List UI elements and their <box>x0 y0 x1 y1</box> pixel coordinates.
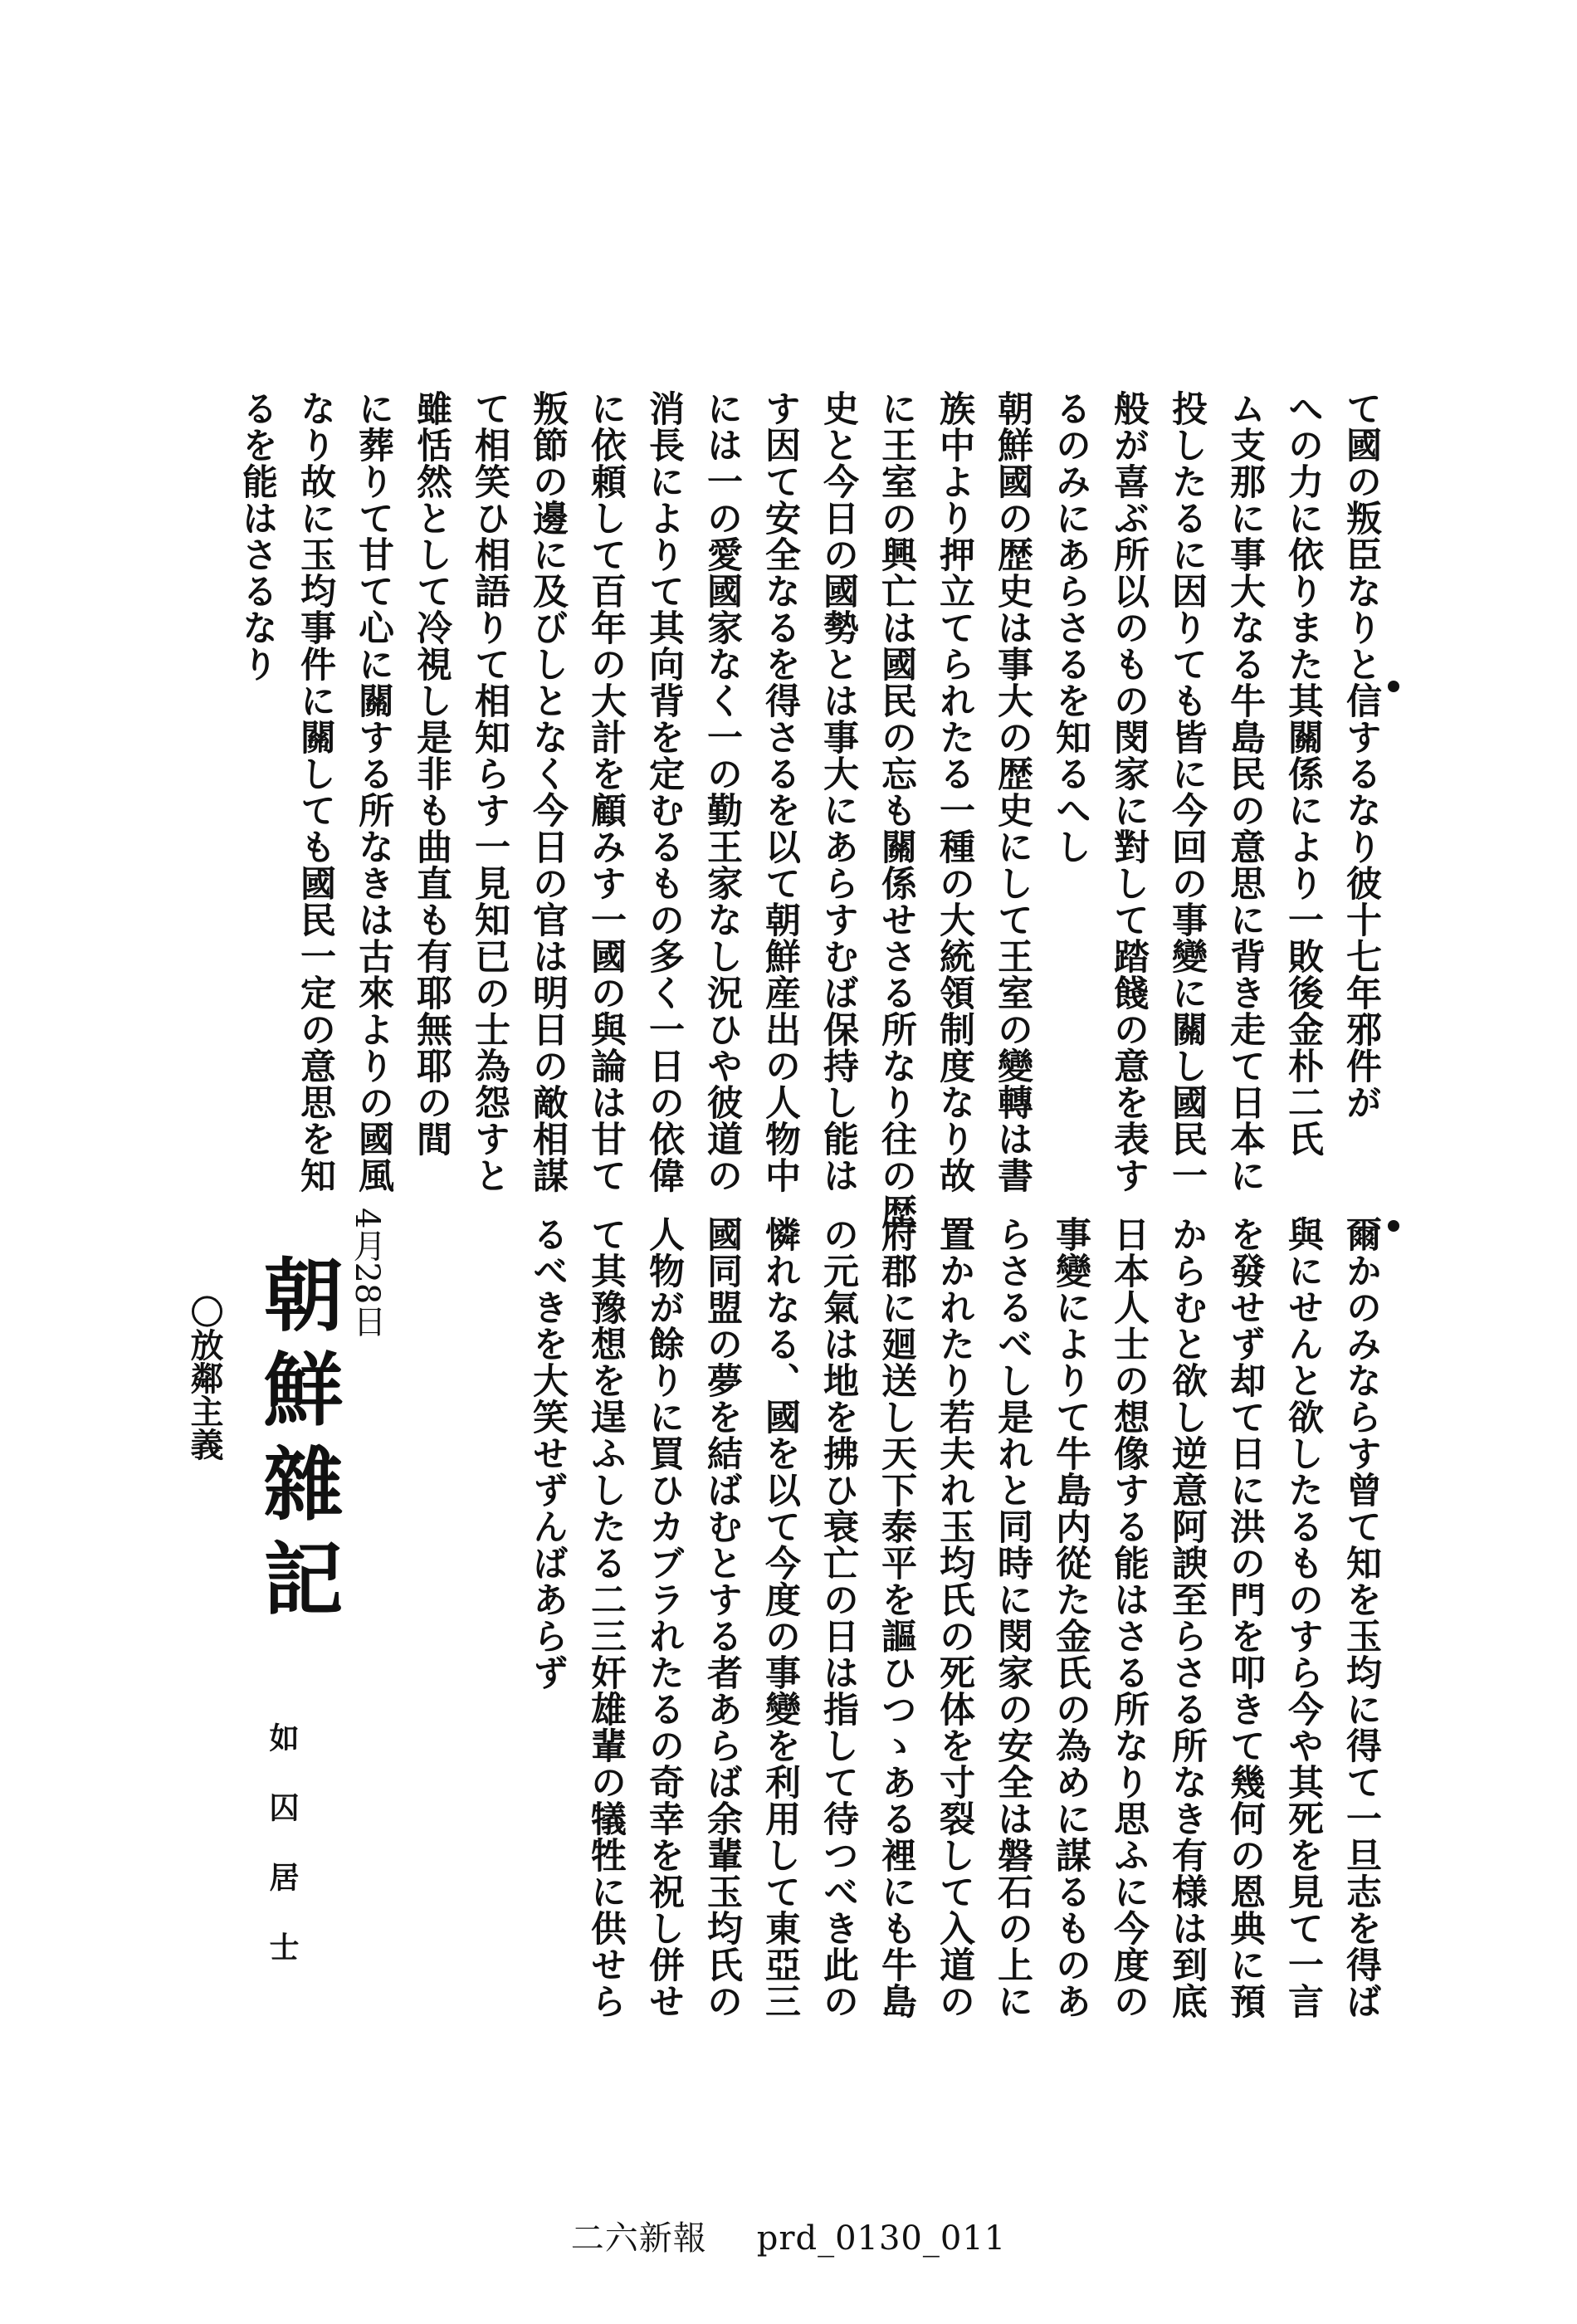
upper-column: るのみにあらさるを知るへし <box>1050 390 1091 865</box>
upper-column: 族中より押立てられたる一種の大統領制度なり故 <box>934 390 975 1194</box>
upper-column: 般が喜ぶ所以のもの閔家に對して踏餞の意を表す <box>1108 390 1150 1194</box>
lower-column: からむと欲し逆意阿諛至らさる所なき有様は到底 <box>1166 1216 1208 2019</box>
lower-column: を發せず却て日に洪の門を叩きて幾何の恩典に預 <box>1224 1216 1266 2019</box>
lower-column: 憐れなる、國を以て今度の事變を利用して東亞三 <box>759 1216 801 2019</box>
upper-column: 雖恬然として冷視し是非も曲直も有耶無耶の間 <box>411 390 452 1157</box>
upper-column: なり故に玉均事件に關しても國民一定の意思を知 <box>295 390 336 1194</box>
lower-column: の元氣は地を拂ひ衰亡の日は指して待つべき此の <box>818 1216 859 2019</box>
upper-column: 史と今日の國勢とは事大にあらすむば保持し能は <box>818 390 859 1194</box>
upper-column: す因て安全なるを得さるを以て朝鮮産出の人物中 <box>759 390 801 1194</box>
upper-column: には一の愛國家なく一の勤王家なし況ひや彼道の <box>701 390 743 1194</box>
upper-column: て相笑ひ相語りて相知らす一見知已の士為怨すと <box>469 390 510 1194</box>
upper-column: への力に依りまた其關係により一敗後金朴二氏 <box>1282 390 1324 1157</box>
lower-column: て其豫想を逞ふしたる二三奸雄輩の犠牲に供せら <box>585 1216 627 2019</box>
page-footer <box>0 2212 1577 2259</box>
upper-column: に王室の興亡は國民の忘も關係せさる所なり往の歴 <box>876 390 917 1230</box>
lower-column: 日本人士の想像する能はさる所なり思ふに今度の <box>1108 1216 1150 2019</box>
lower-column: らさるべし是れと同時に閔家の安全は磐石の上に <box>992 1216 1033 2019</box>
lower-column: るべきを大笑せずんばあらず <box>527 1216 569 1691</box>
lower-column: 事變によりて牛島内從た金氏の為めに謀るものあ <box>1050 1216 1091 2019</box>
lower-column: 與にせんと欲したるものすら今や其死を見て一言 <box>1282 1216 1324 2019</box>
upper-column: 投したるに因りても皆に今回の事變に關し國民一 <box>1166 390 1208 1194</box>
lower-column: 爾かのみならす曾て知を玉均に得て一旦志を得ば <box>1340 1216 1382 2019</box>
lower-column: 人物が餘りに買ひカブラれたるの奇幸を祝し併せ <box>643 1216 685 2019</box>
section-heading: 〇放鄰主義 <box>185 1295 224 1461</box>
article-date: 4月28日 <box>348 1208 386 1338</box>
upper-column: ム支那に事大なる牛島民の意思に背き走て日本に <box>1224 390 1266 1194</box>
upper-column: 叛節の邊に及びしとなく今日の官は明日の敵相謀 <box>527 390 569 1194</box>
print-mark <box>1388 1220 1399 1232</box>
upper-column: 朝鮮國の歴史は事大の歴史にして王室の變轉は書 <box>992 390 1033 1194</box>
document-id: prd_0130_011 <box>756 2219 1007 2258</box>
lower-column: 置かれたり若夫れ玉均氏の死体を寸裂して入道の <box>934 1216 975 2019</box>
publication-name: 二六新報 <box>570 2219 707 2258</box>
lower-column: 府郡に廻送し天下泰平を謳ひつゝある裡にも牛島 <box>876 1216 917 2019</box>
upper-column: に依頼して百年の大計を顧みす一國の與論は甘て <box>585 390 627 1194</box>
lower-column: 國同盟の夢を結ばむとする者あらば余輩玉均氏の <box>701 1216 743 2019</box>
article-title: 朝鮮雜記 <box>251 1253 344 1632</box>
print-mark <box>1388 681 1399 692</box>
article-author: 如囚居士 <box>265 1722 300 2001</box>
upper-column: て國の叛臣なりと信するなり彼十七年邪件が <box>1340 390 1382 1120</box>
upper-column: に葬りて甘て心に關する所なきは古來よりの國風 <box>353 390 394 1194</box>
upper-column: るを能はさるなり <box>237 390 278 682</box>
upper-column: 消長によりて其向背を定むるもの多く一日の依偉 <box>643 390 685 1194</box>
